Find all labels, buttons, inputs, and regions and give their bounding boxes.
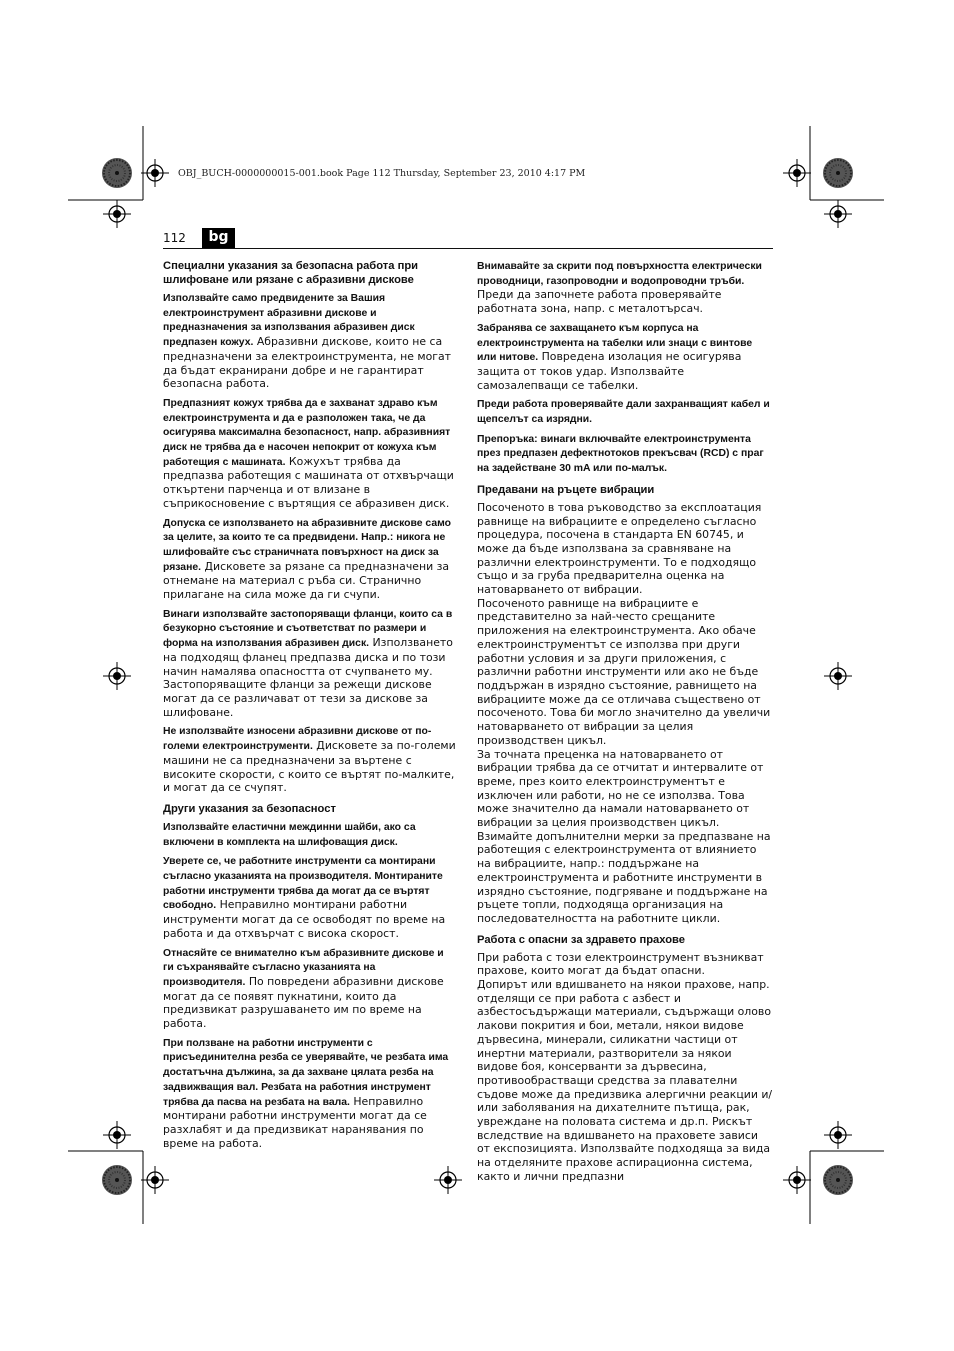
paragraph: Взимайте допълнителни мерки за предпазване на работещия с електроинструмента от влиянието на вибрациите, напр.: поддържане на електроинструмента и работните инструменти в изрядно състояние, подгряване и поддържане на ръцете топли, подходяща организация на последователността на работните цикли. (477, 829, 771, 925)
registration-mark (434, 1166, 462, 1194)
left-column (163, 259, 457, 1155)
paragraph: Забранява се захващането към корпуса на електроинструмента на табелки или знаци с винтове или нитове. Повредена изолация не осигурява защита от токов удар. Използвайте самозалепващи се табелки. (477, 322, 753, 392)
paragraph: За точната преценка на натоварването от вибрации трябва да се отчитат и интервалите от време, през които електроинструментът е изключен или работи, но не се използва. Това може значително да намали натоварването от вибрации за целия производствен цикъл. (477, 747, 764, 830)
section-heading: Други указания за безопасност (163, 802, 336, 815)
paragraph: Посоченото равнище на вибрациите е представително за най-често срещаните приложения на електроинструмента. Ако обаче електроинструментът се използва при други работни условия и за други приложения, с различни работни инструменти или ако не бъде поддържан в изрядно състояние, равнището на вибрациите може да се отличава съществено от посоченото. Това би могло значително да увеличи натоварването от вибрации за целия производствен цикъл. (477, 596, 771, 747)
paragraph: Използвайте само предвидените за Вашия електроинструмент абразивни дискове и предназначения за използвания абразивен диск предпазен кожух. Абразивни дискове, които не са предназначени за електроинструмента, не могат да бъдат екранирани добре и не гарантират безопасна работа. (163, 293, 451, 391)
registration-mark (824, 662, 852, 690)
registration-mark (824, 200, 852, 228)
paragraph: Не използвайте износени абразивни дискове от по-големи електроинструменти. Дисковете за по-големи машини не са предназначени за въртене с високите скорости, с които се въртят по-малките, и могат да се счупят. (163, 726, 456, 795)
paragraph: При ползване на работни инструменти с присъединителна резба се уверявайте, че резбата има достатъчна дължина, за да захване цялата резба на задвижващия вал. Резбата на работния инструмент трябва да пасва на резбата на вала. Неправилно монтирани работни инструменти могат да се разхлабят и да предизвикат наранявания по време на работа. (163, 1037, 449, 1150)
registration-mark (783, 159, 811, 187)
registration-mark (141, 159, 169, 187)
color-rosette-bottom-left (102, 1165, 132, 1195)
paragraph: Внимавайте за скрити под повърхността електрически проводници, газопроводни и водопроводни тръби. Преди да започнете работа проверявайте работната зона, напр. с металотърсач. (477, 261, 762, 316)
paragraph: Допирът или вдишването на някои прахове, напр. отделящи се при работа с азбест и азбестосъдържащи материали, съдържащи олово лакови покрития и бои, метали, някои видове дървесина, минерали, силикатни частици от инертни материали, разтворители за някои видове боя, консерванти за дървесина, противообрастващи средства за плавателни съдове може да предизвика алергични реакции и/или заболявания на дихателните пътища, рак, увреждане на половата система и др.п. Рискът вследствие на вдишването на праховете зависи от експозицията. Използвайте подходяща за вида на отделяните прахове аспирационна система, както и лични предпазни (477, 978, 773, 1183)
paragraph: Използвайте еластични междинни шайби, ако са включени в комплекта на шлифоващия диск. (163, 821, 416, 848)
paragraph: Предпазният кожух трябва да е захванат здраво към електроинструмента и да е разположен така, че да осигурява максимална безопасност, напр. абразивният диск не трябва да е насочен непокрит от кожуха към работещия с машината. Кожухът трябва да предпазва работещия с машината от отхвърчащи откъртени парченца и от влизане в съприкосновение с въртящия се абразивен диск. (163, 397, 454, 510)
print-header-line: OBJ_BUCH-0000000015-001.book Page 112 Thursday, September 23, 2010 4:17 PM (178, 168, 586, 179)
registration-mark (103, 200, 131, 228)
paragraph: Преди работа проверявайте дали захранващият кабел и щепселът са изрядни. (477, 399, 770, 426)
section-heading: Работа с опасни за здравето прахове (477, 933, 685, 946)
paragraph: Отнасяйте се внимателно към абразивните дискове и ги съхранявайте съгласно указанията на производителя. По повредени абразивни дискове могат да се появят пукнатини, които да предизвикат разрушаването им по време на работа. (163, 947, 444, 1031)
page-number: 112 (163, 231, 186, 245)
registration-mark (141, 1166, 169, 1194)
paragraph: Препоръка: винаги включвайте електроинструмента през предпазен дефектнотоков прекъсвач (RCD) с праг на задействане 30 mA или по-малък. (477, 433, 764, 475)
header-rule (163, 248, 773, 249)
section-heading: Специални указания за безопасна работа при шлифоване или рязане с абразивни дискове (163, 260, 419, 286)
paragraph: При работа с този електроинструмент възникват прахове, които могат да бъдат опасни. (477, 950, 764, 978)
registration-mark (103, 1121, 131, 1149)
language-tag: bg (202, 228, 235, 248)
color-rosette-top-left (102, 158, 132, 188)
registration-mark (783, 1166, 811, 1194)
color-rosette-bottom-right (823, 1165, 853, 1195)
paragraph: Посоченото в това ръководство за експлоатация равнище на вибрациите е определено съгласно процедура, посочена в стандарта EN 60745, и може да бъде използвана за сравняване на различни електроинструменти. То е подходящо също и за груба предварителна оценка на натоварването от вибрации. (477, 500, 762, 597)
paragraph: Уверете се, че работните инструменти са монтирани съгласно указанията на производителя. Монтираните работни инструменти трябва да могат да се въртят свободно. Неправилно монтирани работни инструменти могат да се освободят по време на работа и да отхвърчат с висока скорост. (163, 856, 446, 940)
paragraph: Допуска се използването на абразивните дискове само за целите, за които те са предвидени. Напр.: никога не шлифовайте със страничната повърхност на диск за рязане. Дисковете за рязане са предназначени за отнемане на материал с ръба си. Странично прилагане на сила може да ги счупи. (163, 517, 451, 602)
registration-mark (103, 662, 131, 690)
section-heading: Предавани на ръцете вибрации (477, 483, 655, 496)
registration-mark (824, 1121, 852, 1149)
paragraph: Винаги използвайте застопоряващи фланци, които са в безукорно състояние и съответстват по размери и форма на използвания абразивен диск. Използването на подходящ фланец предпазва диска и по този начин намалява опасността от счупването му. Застопоряващите фланци за режещи дискове могат да се различават от тези за дискове за шлифоване. (163, 608, 453, 719)
right-column (477, 259, 773, 1184)
color-rosette-top-right (823, 158, 853, 188)
